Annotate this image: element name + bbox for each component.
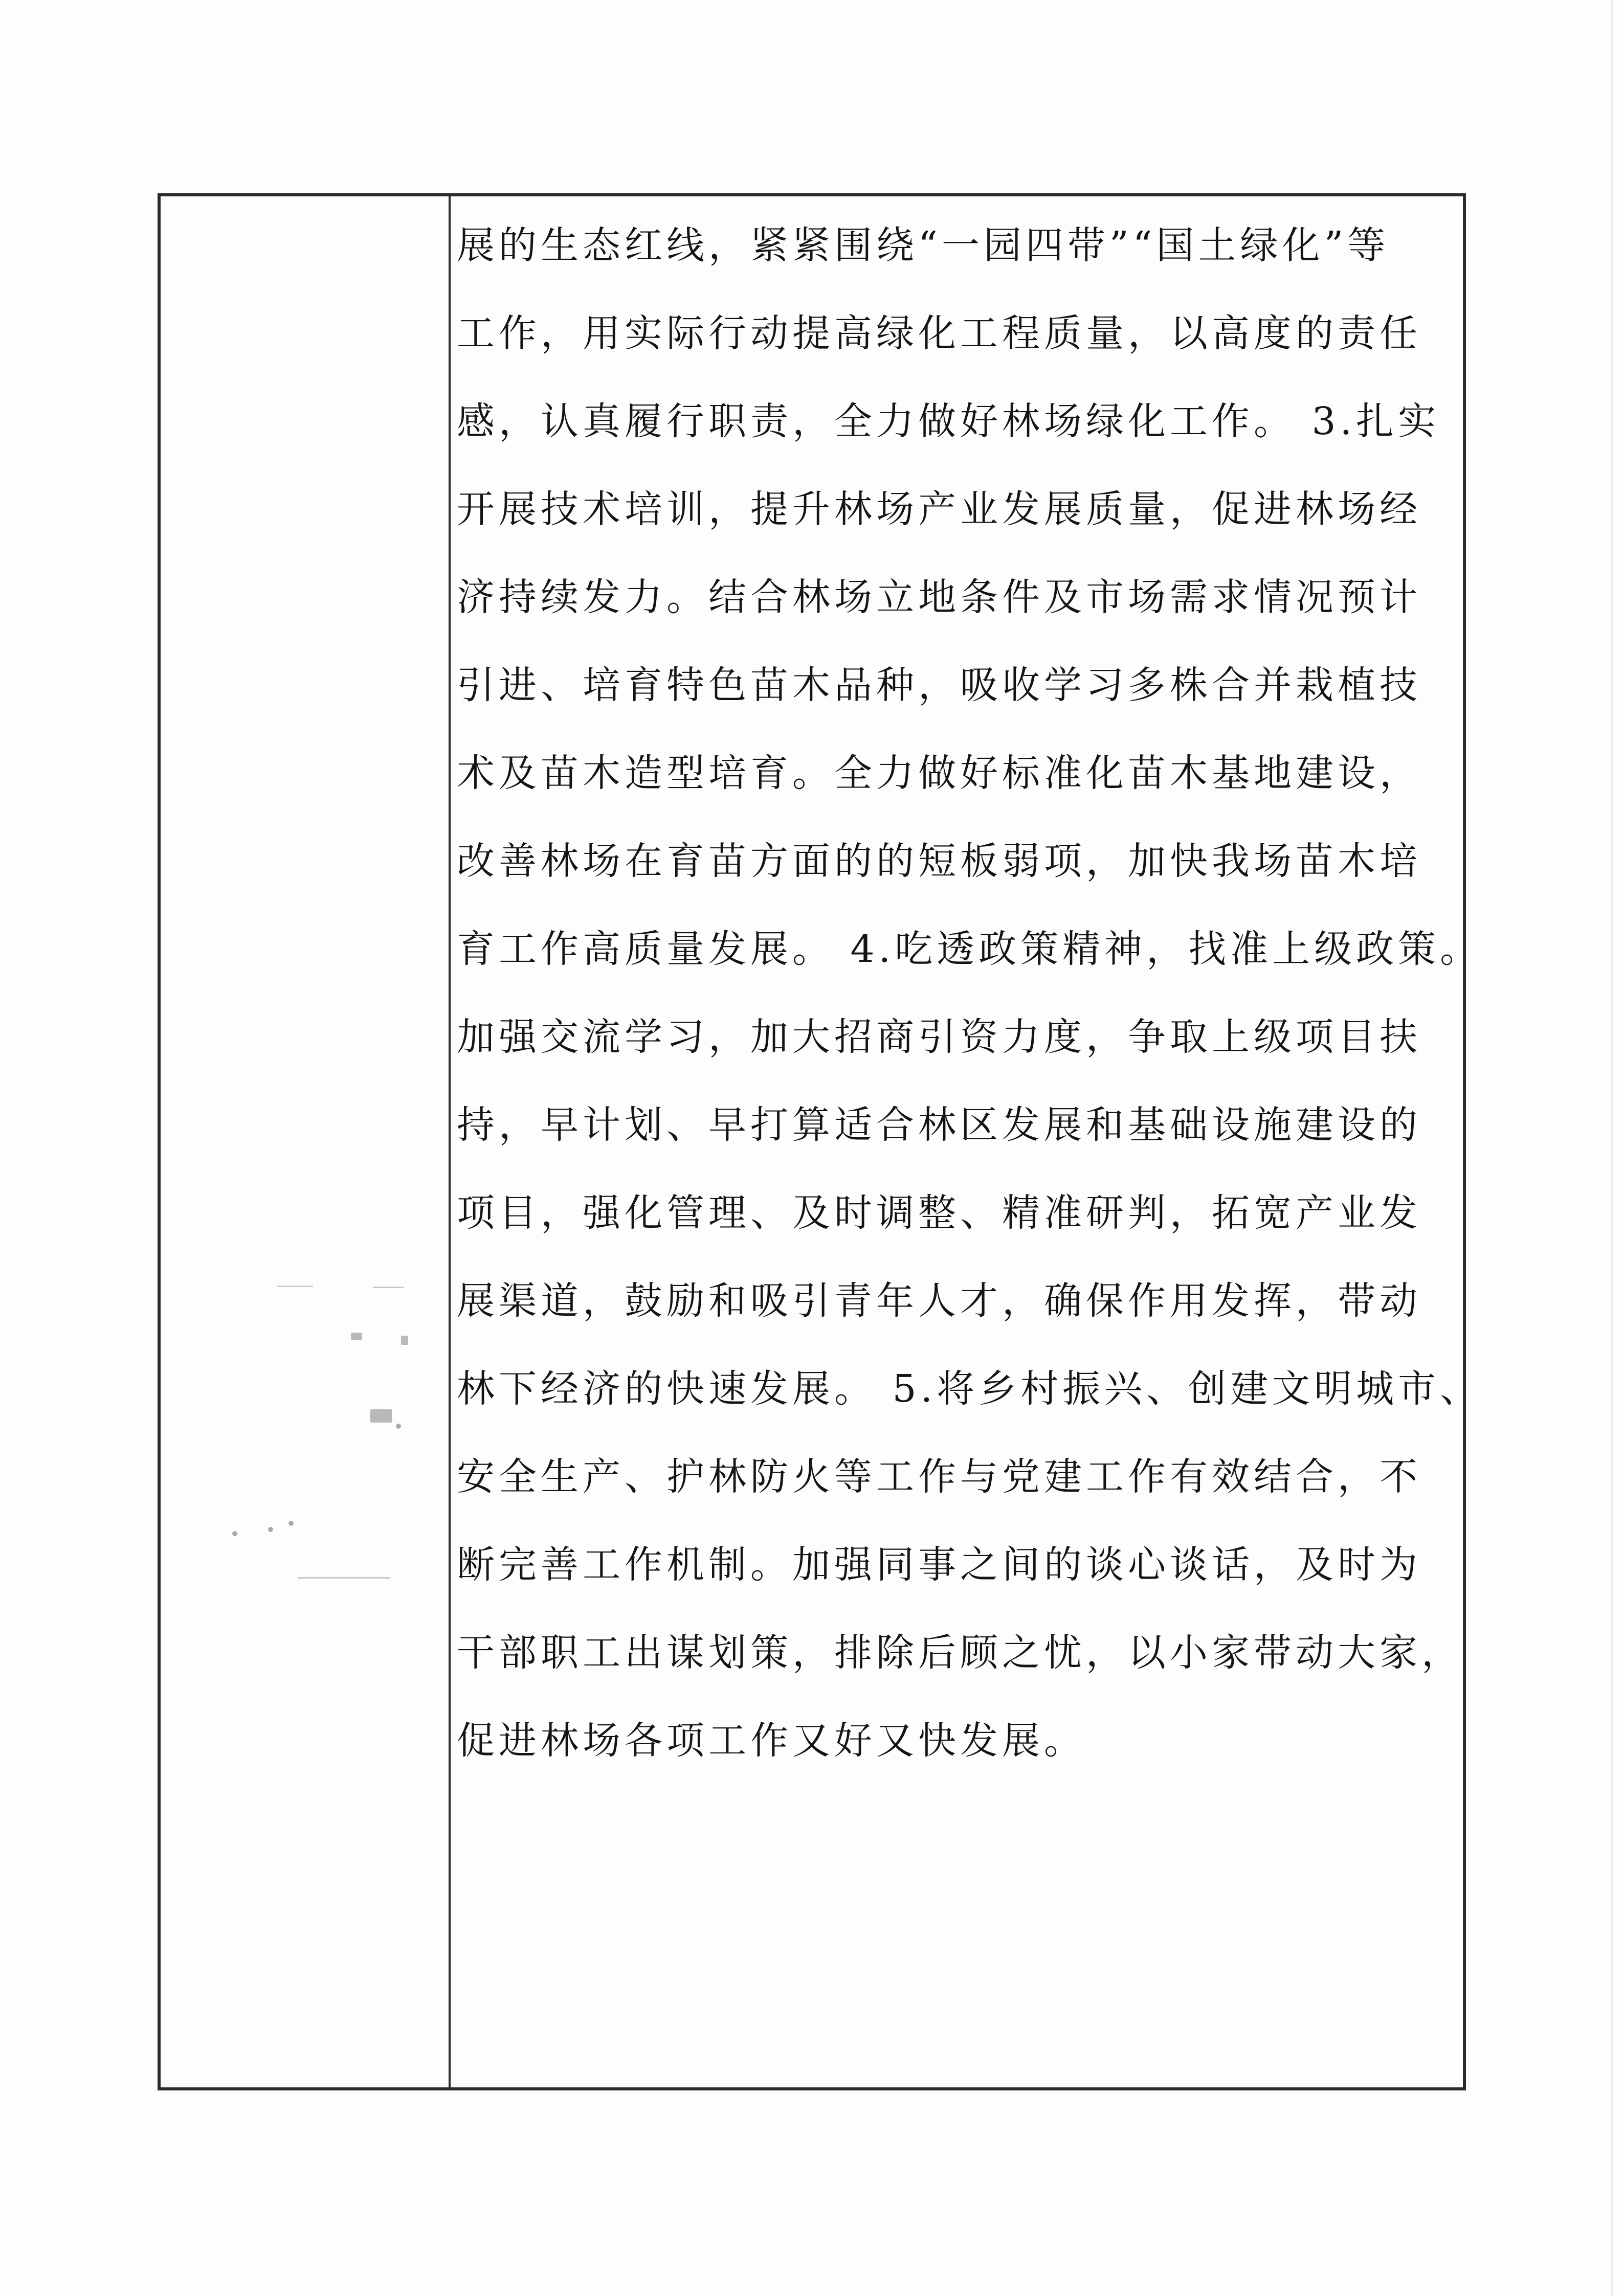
form-table (158, 193, 1482, 2090)
text-line: 感，认真履行职责，全力做好林场绿化工作。 3.扎实 (457, 399, 1440, 443)
seal-trace (396, 1424, 401, 1429)
text-line: 工作，用实际行动提高绿化工程质量，以高度的责任 (457, 311, 1421, 355)
seal-trace (401, 1336, 408, 1345)
seal-trace (268, 1527, 273, 1532)
text-line: 引进、培育特色苗木品种，吸收学习多株合并栽植技 (457, 663, 1421, 707)
text-line: 加强交流学习，加大招商引资力度，争取上级项目扶 (457, 1015, 1421, 1059)
seal-trace (298, 1577, 390, 1579)
seal-trace (232, 1531, 237, 1536)
text-line: 干部职工出谋划策，排除后顾之忧，以小家带动大家， (457, 1631, 1463, 1675)
text-line: 改善林场在育苗方面的的短板弱项，加快我场苗木培 (457, 839, 1421, 883)
text-line: 展渠道，鼓励和吸引青年人才，确保作用发挥，带动 (457, 1279, 1421, 1323)
text-line: 安全生产、护林防火等工作与党建工作有效结合，不 (457, 1455, 1421, 1499)
seal-trace (373, 1287, 404, 1288)
text-line: 术及苗木造型培育。全力做好标准化苗木基地建设， (457, 751, 1421, 795)
seal-trace (288, 1521, 294, 1526)
seal-trace (351, 1333, 362, 1340)
left-label-cell (161, 196, 449, 2087)
scan-edge-mark (1611, 0, 1613, 2296)
seal-trace (277, 1286, 313, 1287)
text-line: 育工作高质量发展。 4.吃透政策精神，找准上级政策。 (457, 927, 1482, 971)
text-line: 开展技术培训，提升林场产业发展质量，促进林场经 (457, 487, 1421, 531)
content-cell (451, 196, 1482, 2087)
seal-trace (370, 1409, 392, 1423)
body-paragraph (457, 201, 1480, 1785)
text-line: 项目，强化管理、及时调整、精准研判，拓宽产业发 (457, 1191, 1421, 1235)
text-line: 林下经济的快速发展。 5.将乡村振兴、创建文明城市、 (457, 1367, 1482, 1411)
text-line: 促进林场各项工作又好又快发展。 (457, 1719, 1086, 1763)
text-line: 济持续发力。结合林场立地条件及市场需求情况预计 (457, 575, 1421, 619)
text-line: 持，早计划、早打算适合林区发展和基础设施建设的 (457, 1103, 1421, 1147)
text-line: 展的生态红线，紧紧围绕“一园四带”“国土绿化”等 (457, 223, 1390, 267)
text-line: 断完善工作机制。加强同事之间的谈心谈话，及时为 (457, 1543, 1421, 1587)
